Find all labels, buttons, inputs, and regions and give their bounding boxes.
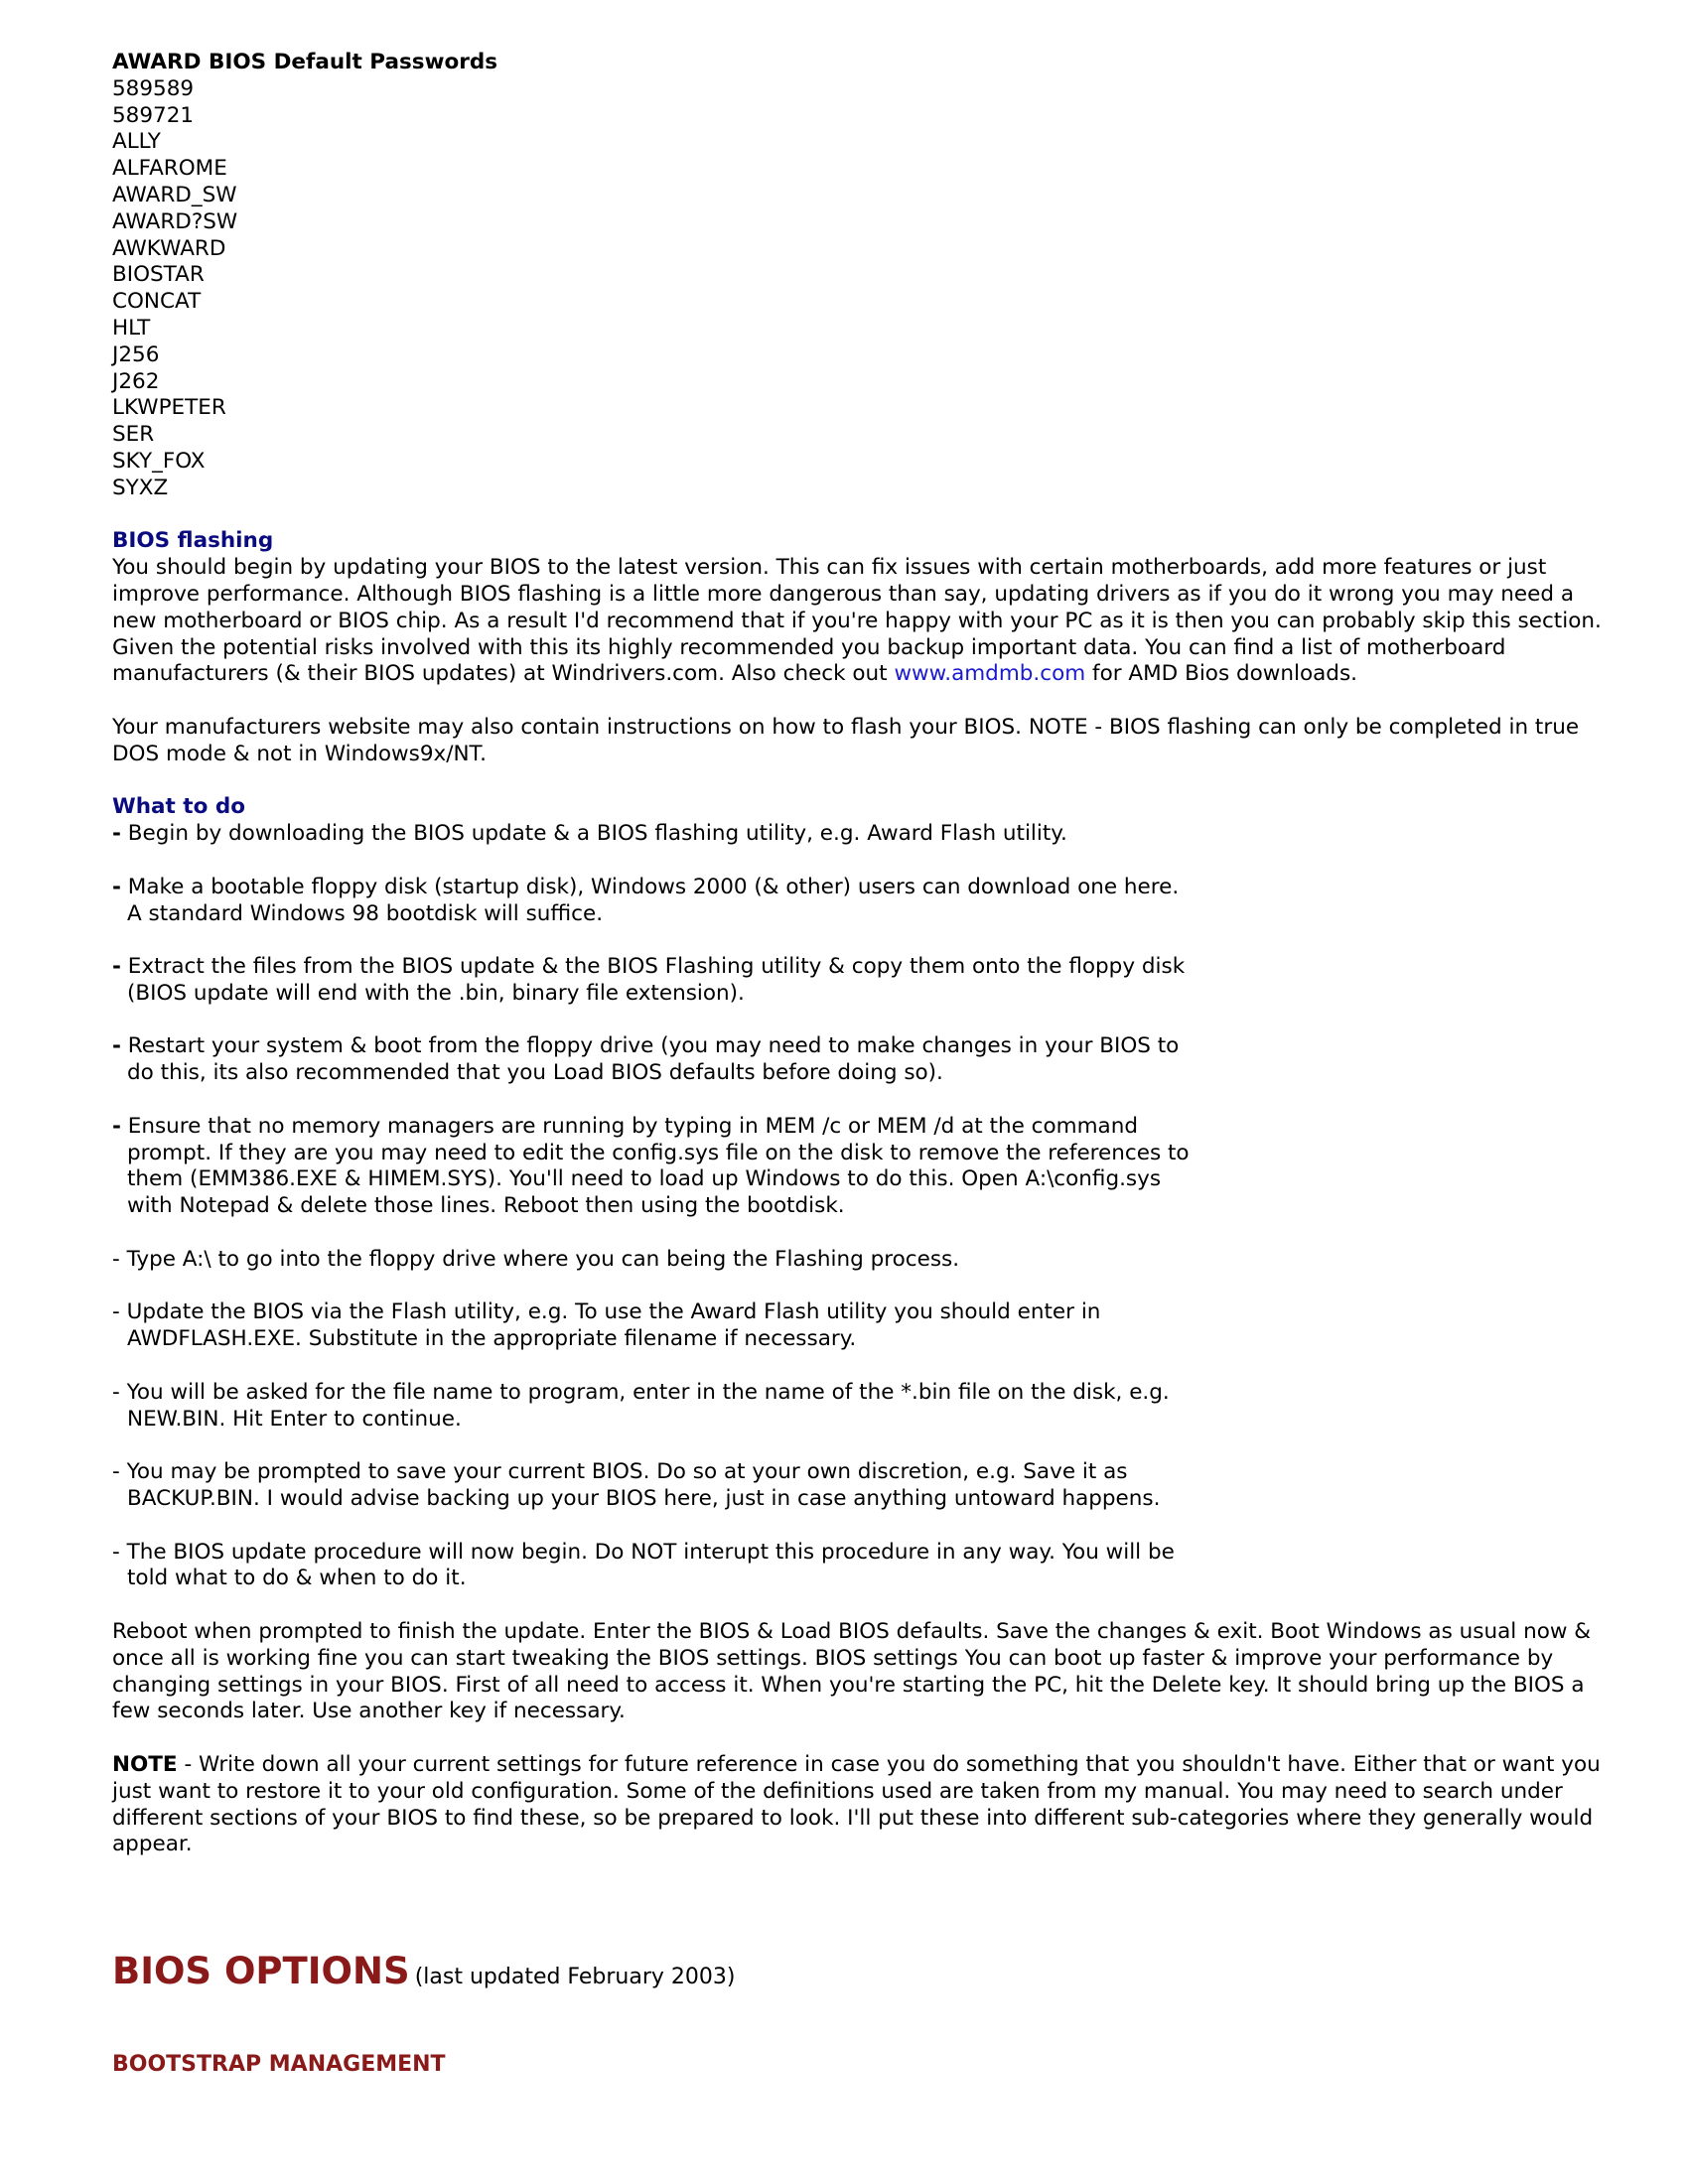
step-item: [112, 1380, 1612, 1433]
password-item: CONCAT: [112, 289, 202, 315]
password-item: ALFAROME: [112, 156, 227, 182]
password-item: AWARD_SW: [112, 182, 237, 207]
step-item: [112, 1114, 1612, 1220]
note-label: NOTE: [112, 1752, 178, 1777]
step-continuation: NEW.BIN. Hit Enter to continue.: [127, 1406, 462, 1432]
step-first-line: - Make a bootable floppy disk (startup disk), Windows 2000 (& other) users can download one here.: [112, 874, 1180, 899]
flashing-text-end: for AMD Bios downloads.: [1085, 661, 1357, 687]
step-dash: -: [112, 874, 121, 899]
steps-list: [112, 821, 1612, 1619]
step-continuation: A standard Windows 98 bootdisk will suffice.: [127, 900, 604, 926]
step-first-line: - Ensure that no memory managers are running by typing in MEM /c or MEM /d at the command: [112, 1113, 1138, 1139]
password-item: BIOSTAR: [112, 262, 205, 288]
step-continuation: do this, its also recommended that you Load BIOS defaults before doing so).: [127, 1060, 943, 1086]
step-dash: -: [112, 1033, 121, 1059]
step-first-line: - You may be prompted to save your current BIOS. Do so at your own discretion, e.g. Save it as: [112, 1459, 1128, 1485]
password-item: 589721: [112, 102, 195, 128]
note-paragraph: [112, 1752, 1612, 1858]
step-continuation: them (EMM386.EXE & HIMEM.SYS). You'll need to load up Windows to do this. Open A:\config.sys: [127, 1166, 1162, 1192]
bios-options-title: [112, 1950, 735, 1992]
award-heading: AWARD BIOS Default Passwords: [112, 50, 498, 74]
bios-options-updated: (last updated February 2003): [414, 1965, 736, 1989]
bios-flashing-heading: BIOS flashing: [112, 528, 274, 554]
step-first-line: - The BIOS update procedure will now begin. Do NOT interupt this procedure in any way. You will be: [112, 1539, 1175, 1565]
step-item: [112, 875, 1612, 928]
step-continuation: (BIOS update will end with the .bin, binary file extension).: [127, 980, 745, 1006]
password-item: SER: [112, 422, 155, 448]
step-continuation: told what to do & when to do it.: [127, 1566, 467, 1591]
step-dash: -: [112, 821, 121, 847]
step-first-line: - Update the BIOS via the Flash utility, e.g. To use the Award Flash utility you should enter in: [112, 1299, 1101, 1325]
password-item: HLT: [112, 315, 151, 341]
document-body: [112, 50, 1612, 1858]
step-first-line: - Begin by downloading the BIOS update & a BIOS flashing utility, e.g. Award Flash utility.: [112, 821, 1067, 847]
step-dash: -: [112, 1113, 121, 1139]
step-continuation: AWDFLASH.EXE. Substitute in the appropriate filename if necessary.: [127, 1326, 857, 1352]
step-item: [112, 1459, 1612, 1513]
step-first-line: - You will be asked for the file name to program, enter in the name of the *.bin file on the disk, e.g.: [112, 1379, 1170, 1405]
step-item: [112, 1033, 1612, 1087]
reboot-paragraph: Reboot when prompted to finish the update. Enter the BIOS & Load BIOS defaults. Save the changes & exit. Boot Windows as usual now & once all is working fine you can start tweaking the BIOS settings. BIOS settings You can boot up faster & improve your performance by changing settings in your BIOS. First of all need to access it. When you're starting the PC, hit the Delete key. It should bring up the BIOS a few seconds later. Use another key if necessary.: [112, 1619, 1592, 1724]
password-item: SKY_FOX: [112, 448, 206, 474]
note-text: - Write down all your current settings for future reference in case you do something that you shouldn't have. Either that or want you just want to restore it to your old configuration. Some of the definitions used are taken from my manual. You may need to search under different sections of your BIOS to find these, so be prepared to look. I'll put these into different sub-categories where they generally would appear.: [112, 1752, 1601, 1857]
password-item: J256: [112, 341, 160, 367]
flashing-text: You should begin by updating your BIOS to the latest version. This can fix issues with certain motherboards, add more features or just improve performance. Although BIOS flashing is a little more dangerous than say, updating drivers as if you do it wrong you may need a new motherboard or BIOS chip. As a result I'd recommend that if you're happy with your PC as it is then you can probably skip this section. Given the potential risks involved with this its highly recommended you backup important data. You can find a list of motherboard manufacturers (& their BIOS updates) at Windrivers.com. Also check out: [112, 555, 1602, 687]
password-list: [112, 76, 1612, 502]
password-item: AWKWARD: [112, 235, 226, 261]
flashing-paragraph-1: [112, 555, 1612, 688]
step-item: [112, 821, 1612, 848]
amdmb-link[interactable]: www.amdmb.com: [894, 661, 1086, 687]
bios-options-heading: BIOS OPTIONS: [112, 1950, 410, 1992]
bootstrap-management-heading: BOOTSTRAP MANAGEMENT: [112, 2052, 446, 2077]
step-dash: -: [112, 954, 121, 980]
password-item: LKWPETER: [112, 395, 226, 421]
step-first-line: - Restart your system & boot from the floppy drive (you may need to make changes in your BIOS to: [112, 1033, 1180, 1059]
password-item: 589589: [112, 75, 195, 101]
step-continuation: prompt. If they are you may need to edit the config.sys file on the disk to remove the references to: [127, 1140, 1190, 1165]
password-item: J262: [112, 368, 160, 394]
password-item: AWARD?SW: [112, 208, 238, 234]
password-item: SYXZ: [112, 475, 169, 500]
step-first-line: - Extract the files from the BIOS update & the BIOS Flashing utility & copy them onto the floppy disk: [112, 954, 1186, 980]
what-to-do-heading: What to do: [112, 794, 245, 820]
step-item: [112, 954, 1612, 1008]
step-continuation: with Notepad & delete those lines. Reboot then using the bootdisk.: [127, 1193, 845, 1219]
step-item: [112, 1299, 1612, 1353]
password-item: ALLY: [112, 129, 161, 155]
step-item: [112, 1540, 1612, 1593]
flashing-paragraph-2: Your manufacturers website may also contain instructions on how to flash your BIOS. NOTE - BIOS flashing can only be completed in true DOS mode & not in Windows9x/NT.: [112, 714, 1580, 766]
step-continuation: BACKUP.BIN. I would advise backing up your BIOS here, just in case anything untoward happens.: [127, 1486, 1161, 1512]
step-item: [112, 1247, 1612, 1274]
step-first-line: - Type A:\ to go into the floppy drive where you can being the Flashing process.: [112, 1246, 960, 1272]
